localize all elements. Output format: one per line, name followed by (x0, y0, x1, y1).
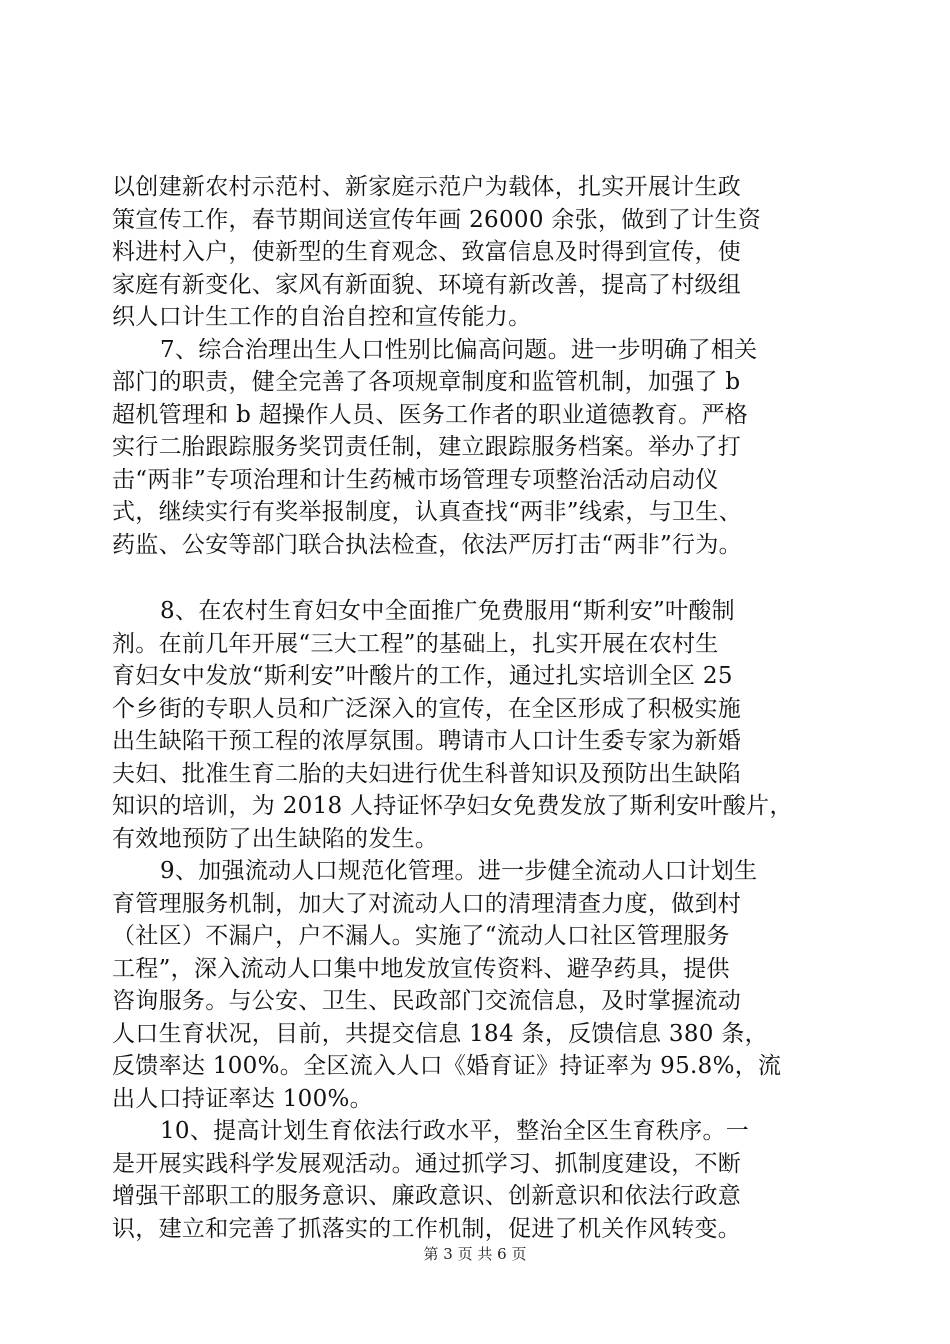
text-line: 咨询服务。与公安、卫生、民政部门交流信息，及时掌握流动 (112, 988, 742, 1014)
page-number-footer: 第 3 页 共 6 页 (423, 1245, 527, 1263)
text-line: 反馈率达 100%。全区流入人口《婚育证》持证率为 95.8%，流 (112, 1053, 782, 1079)
text-line: 料进村入户，使新型的生育观念、致富信息及时得到宣传，使 (112, 239, 742, 265)
text-line: （社区）不漏户，户不漏人。实施了“流动人口社区管理服务 (112, 923, 730, 949)
text-line: 夫妇、批准生育二胎的夫妇进行优生科普知识及预防出生缺陷 (112, 760, 742, 787)
paragraph-7-start: 7、综合治理出生人口性别比偏高问题。进一步明确了相关 (160, 336, 758, 363)
paragraph-gap (112, 561, 840, 595)
text-line: 药监、公安等部门联合执法检查，依法严厉打击“两非”行为。 (112, 531, 742, 558)
text-line: 增强干部职工的服务意识、廉政意识、创新意识和依法行政意 (112, 1183, 742, 1209)
text-line: 是开展实践科学发展观活动。通过抓学习、抓制度建设，不断 (112, 1150, 742, 1177)
text-line: 击“两非”专项治理和计生药械市场管理专项整治活动启动仪 (112, 466, 719, 493)
text-line: 有效地预防了出生缺陷的发生。 (112, 825, 439, 852)
text-line: 策宣传工作，春节期间送宣传年画 26000 余张，做到了计生资 (112, 206, 762, 233)
text-line: 知识的培训，为 2018 人持证怀孕妇女免费发放了斯利安叶酸片， (112, 793, 793, 819)
document-body (112, 171, 840, 1245)
text-line: 育妇女中发放“斯利安”叶酸片的工作，通过扎实培训全区 25 (112, 663, 733, 689)
text-line: 识，建立和完善了抓落实的工作机制，促进了机关作风转变。 (112, 1215, 742, 1242)
paragraph-8-start: 8、在农村生育妇女中全面推广免费服用“斯利安”叶酸制 (160, 598, 735, 624)
text-line: 出人口持证率达 100%。 (112, 1085, 373, 1112)
text-line: 式，继续实行有奖举报制度，认真查找“两非”线索，与卫生、 (112, 499, 742, 525)
text-line: 出生缺陷干预工程的浓厚氛围。聘请市人口计生委专家为新婚 (112, 728, 742, 754)
paragraph-9-start: 9、加强流动人口规范化管理。进一步健全流动人口计划生 (160, 858, 758, 884)
text-line: 家庭有新变化、家风有新面貌、环境有新改善，提高了村级组 (112, 271, 742, 298)
text-line: 实行二胎跟踪服务奖罚责任制，建立跟踪服务档案。举办了打 (112, 434, 742, 460)
paragraph-10-start: 10、提高计划生育依法行政水平，整治全区生育秩序。一 (160, 1118, 750, 1144)
text-line: 工程”，深入流动人口集中地发放宣传资料、避孕药具，提供 (112, 955, 730, 982)
text-line: 剂。在前几年开展“三大工程”的基础上，扎实开展在农村生 (112, 630, 719, 657)
text-line: 个乡街的专职人员和广泛深入的宣传，在全区形成了积极实施 (112, 695, 742, 722)
text-line: 织人口计生工作的自治自控和宣传能力。 (112, 304, 532, 330)
text-line: 育管理服务机制，加大了对流动人口的清理清查力度，做到村 (112, 890, 742, 917)
text-line: 人口生育状况，目前，共提交信息 184 条，反馈信息 380 条， (112, 1020, 768, 1047)
text-line: 部门的职责，健全完善了各项规章制度和监管机制，加强了 b (112, 369, 741, 395)
text-line: 超机管理和 b 超操作人员、医务工作者的职业道德教育。严格 (112, 401, 749, 428)
text-line: 以创建新农村示范村、新家庭示范户为载体，扎实开展计生政 (112, 174, 742, 200)
